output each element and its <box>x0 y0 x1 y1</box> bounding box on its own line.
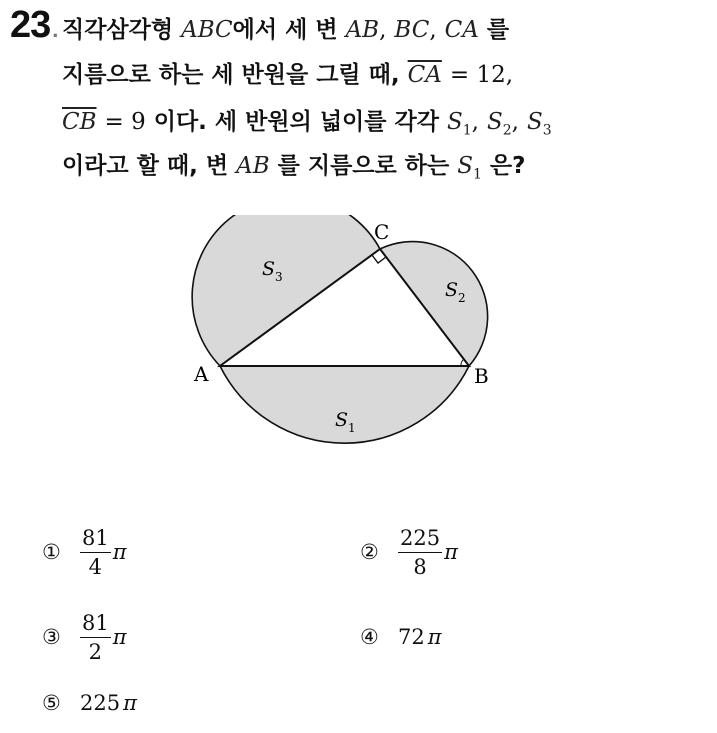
s: S <box>457 153 473 179</box>
question-line-1: 직각삼각형 ABC에서 세 변 AB, BC, CA 를 <box>62 17 510 43</box>
sub: 1 <box>348 421 356 435</box>
segment-ca: CA <box>444 17 479 43</box>
segment-ab: AB <box>345 17 380 43</box>
choice-marker: ① <box>42 540 61 564</box>
segment-cb-overline: $\overline{CB}$ <box>62 109 97 135</box>
s: S <box>445 279 459 301</box>
text: 이다. 세 반원의 넓이를 각각 <box>153 109 439 135</box>
text: 이라고 할 때, 변 <box>62 153 229 179</box>
numerator: 225 <box>398 524 442 553</box>
text: 직각삼각형 <box>62 17 174 43</box>
numerator: 81 <box>80 609 111 638</box>
text: 은? <box>489 153 526 179</box>
choice-4[interactable] <box>360 607 442 667</box>
sub: 2 <box>458 291 466 305</box>
label-b: B <box>474 364 489 388</box>
text: 에서 세 변 <box>232 17 338 43</box>
choice-value: 72 <box>398 625 425 649</box>
segment-bc: BC <box>394 17 430 43</box>
label-a: A <box>194 362 209 386</box>
semicircle-figure <box>190 215 520 510</box>
numerator: 81 <box>80 524 111 553</box>
sub: 1 <box>472 166 482 183</box>
denominator: 4 <box>88 554 103 579</box>
fraction <box>80 609 111 666</box>
cb-value: = 9 <box>104 109 146 135</box>
semicircle-s1 <box>220 366 469 443</box>
sub: 3 <box>275 270 283 284</box>
denominator: 8 <box>413 554 427 579</box>
label-c: C <box>374 220 390 244</box>
pi-symbol: π <box>112 625 127 649</box>
s3-symbol <box>526 109 552 139</box>
text: 를 <box>486 17 510 43</box>
s: S <box>526 109 543 135</box>
s1-symbol <box>446 109 472 139</box>
choice-3[interactable] <box>42 607 127 667</box>
text: 를 지름으로 하는 <box>277 153 450 179</box>
s1-symbol <box>457 153 482 183</box>
question-line-4 <box>62 148 525 193</box>
pi-symbol: π <box>444 540 458 564</box>
choice-marker: ② <box>360 540 379 564</box>
pi-symbol: π <box>112 540 127 564</box>
ca-value: = 12, <box>449 62 514 88</box>
question-line-2 <box>62 57 513 93</box>
choice-marker: ④ <box>360 625 379 649</box>
s: S <box>446 109 463 135</box>
sub: 1 <box>462 122 472 139</box>
s2-symbol <box>486 109 512 139</box>
s: S <box>486 109 503 135</box>
triangle-name: ABC <box>181 17 233 43</box>
choice-marker: ③ <box>42 625 61 649</box>
choice-value: 225 <box>80 691 121 715</box>
text: 지름으로 하는 세 반원을 그릴 때, <box>62 62 400 88</box>
s: S <box>262 258 276 280</box>
s: S <box>335 409 349 431</box>
question-line-3: $\overline{CB} = 9$ 이다. 세 반원의 넓이를 각각 $S_1$, $S_2$, $S_3$ <box>62 109 552 139</box>
sub: 3 <box>542 122 552 139</box>
fraction <box>398 524 442 581</box>
fraction <box>80 524 111 581</box>
pi-symbol: π <box>123 691 137 715</box>
choice-marker: ⑤ <box>42 691 61 715</box>
question-number-dot: . <box>52 17 58 42</box>
question-number <box>10 4 57 47</box>
choice-1[interactable] <box>42 522 127 582</box>
question-number-text: 23 <box>10 4 51 46</box>
segment-ca-overline: $\overline{CA}$ <box>407 62 442 88</box>
sub: 2 <box>502 122 512 139</box>
choice-2[interactable] <box>360 522 458 582</box>
choice-5[interactable] <box>42 673 137 733</box>
denominator: 2 <box>88 639 103 664</box>
pi-symbol: π <box>427 625 442 649</box>
segment-ab: AB <box>236 153 270 179</box>
